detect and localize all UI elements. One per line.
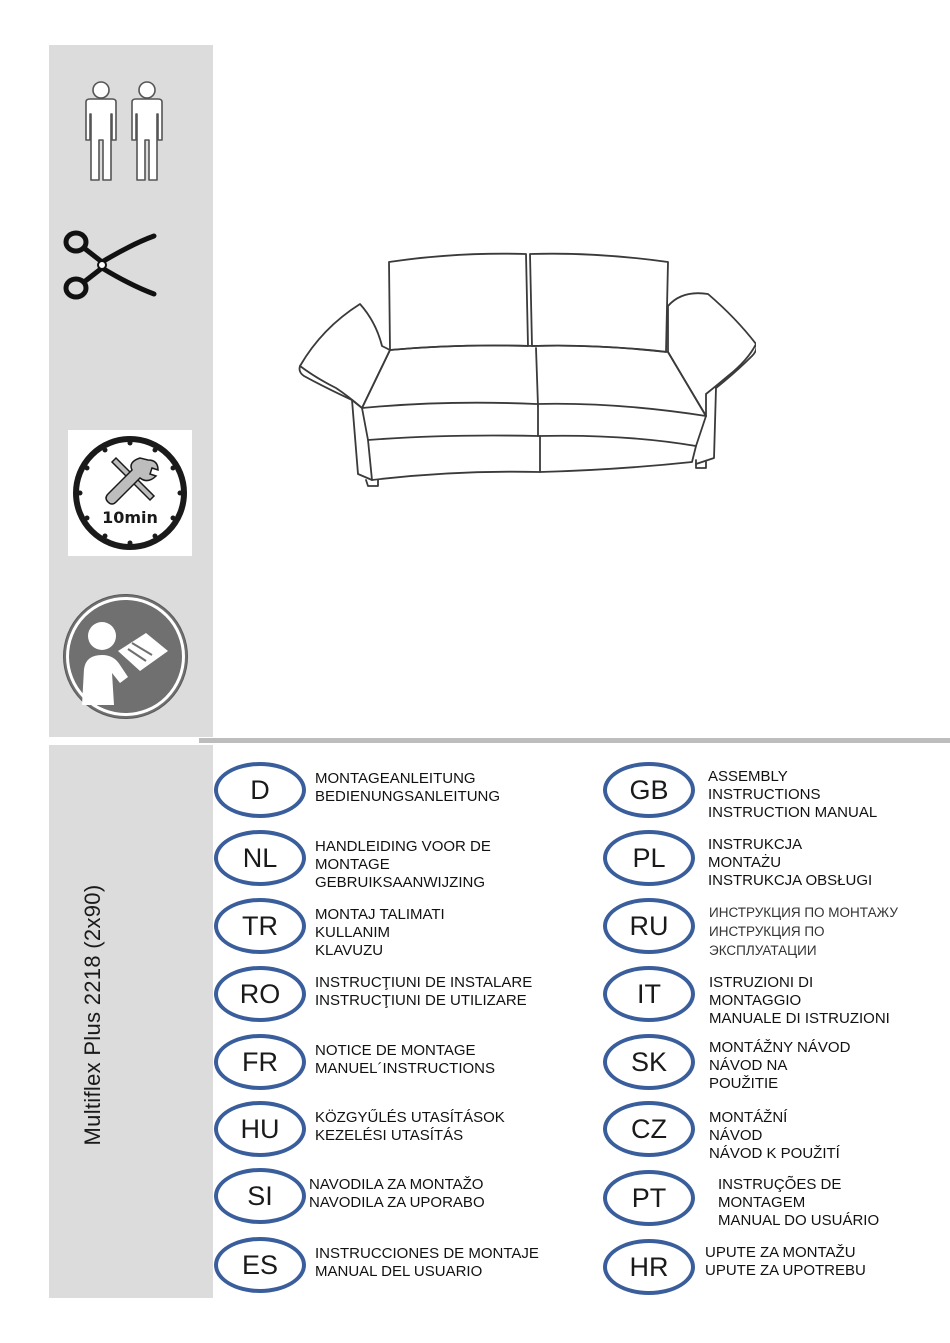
lang-text — [309, 1176, 485, 1212]
lang-line: MANUAL DO USUÁRIO — [718, 1212, 880, 1229]
lang-badge: HR — [603, 1239, 695, 1295]
lang-line: MONTAŻU — [708, 854, 782, 871]
lang-text — [315, 906, 445, 960]
lang-line: KLAVUZU — [315, 942, 384, 959]
lang-line: ASSEMBLY — [708, 768, 788, 785]
read-manual-icon — [62, 593, 189, 720]
lang-line: MONTÁŽNY NÁVOD — [709, 1039, 851, 1056]
lang-line: INSTRUCŢIUNI DE INSTALARE — [315, 974, 533, 991]
lang-badge: RO — [214, 966, 306, 1022]
lang-entry-nl — [214, 830, 554, 890]
lang-line: HANDLEIDING VOOR DE — [315, 838, 491, 855]
lang-line: MONTAGEM — [718, 1194, 806, 1211]
lang-entry-es — [214, 1237, 554, 1297]
scissors-icon — [62, 228, 158, 302]
lang-entry-si — [214, 1168, 554, 1228]
lang-line: INSTRUKCJA — [708, 836, 803, 853]
lang-entry-ru — [603, 898, 943, 958]
lang-line: INSTRUÇÕES DE — [718, 1176, 842, 1193]
lang-line: NÁVOD K POUŽITÍ — [709, 1145, 840, 1162]
lang-line: KULLANIM — [315, 924, 391, 941]
lang-line: INSTRUCCIONES DE MONTAJE — [315, 1245, 539, 1262]
lang-text — [315, 974, 532, 1010]
two-persons-icon — [80, 80, 170, 182]
lang-line: KEZELÉSI UTASÍTÁS — [315, 1127, 464, 1144]
lang-entry-sk — [603, 1034, 943, 1094]
lang-text — [709, 1109, 840, 1163]
lang-entry-pl — [603, 830, 943, 890]
lang-line: POUŽITIE — [709, 1075, 779, 1092]
lang-line: MANUEL´INSTRUCTIONS — [315, 1060, 496, 1077]
lang-text — [315, 770, 500, 806]
lang-text — [718, 1176, 879, 1230]
lang-line: UPUTE ZA MONTAŽU — [705, 1244, 856, 1261]
lang-badge: SK — [603, 1034, 695, 1090]
lang-line: NAVODILA ZA UPORABO — [309, 1194, 485, 1211]
lang-badge: PT — [603, 1170, 695, 1226]
lang-line: ИНСТРУКЦИЯ ПО МОНТАЖУ — [709, 905, 898, 920]
lang-entry-fr — [214, 1034, 554, 1094]
lang-badge: ES — [214, 1237, 306, 1293]
lang-text — [315, 1245, 539, 1281]
lang-text — [708, 836, 872, 890]
section-divider — [199, 738, 950, 743]
lang-badge: RU — [603, 898, 695, 954]
lang-text — [708, 768, 877, 822]
lang-line: INSTRUCTIONS — [708, 786, 821, 803]
lang-badge: SI — [214, 1168, 306, 1224]
lang-line: BEDIENUNGSANLEITUNG — [315, 788, 501, 805]
lang-line: KÖZGYŰLÉS UTASÍTÁSOK — [315, 1109, 505, 1126]
lang-line: ИНСТРУКЦИЯ ПО — [709, 924, 825, 939]
lang-line: UPUTE ZA UPOTREBU — [705, 1262, 866, 1279]
lang-text — [315, 1109, 505, 1145]
lang-text — [705, 1244, 866, 1280]
lang-entry-hu — [214, 1101, 554, 1161]
lang-text — [709, 974, 890, 1028]
lang-badge: PL — [603, 830, 695, 886]
lang-line: NAVODILA ZA MONTAŽO — [309, 1176, 484, 1193]
model-title: Multiflex Plus 2218 (2x90) — [80, 884, 105, 1146]
lang-line: INSTRUCŢIUNI DE UTILIZARE — [315, 992, 527, 1009]
lang-badge: NL — [214, 830, 306, 886]
lang-badge: FR — [214, 1034, 306, 1090]
lang-text — [315, 838, 491, 892]
lang-text — [709, 903, 898, 960]
lang-line: ISTRUZIONI DI — [709, 974, 814, 991]
lang-entry-hr — [603, 1239, 943, 1299]
assembly-time-icon — [68, 430, 192, 556]
lang-badge: TR — [214, 898, 306, 954]
lang-badge: HU — [214, 1101, 306, 1157]
lang-entry-tr — [214, 898, 554, 958]
lang-text — [315, 1042, 495, 1078]
lang-entry-pt — [603, 1170, 943, 1230]
lang-line: MONTAGE — [315, 856, 390, 873]
lang-entry-gb — [603, 762, 943, 822]
sofa-illustration — [296, 248, 756, 490]
lang-line: NÁVOD — [709, 1127, 763, 1144]
lang-line: MONTAGEANLEITUNG — [315, 770, 476, 787]
lang-entry-d — [214, 762, 554, 822]
lang-entry-cz — [603, 1101, 943, 1161]
lang-line: ЭКСПЛУАТАЦИИ — [709, 943, 817, 958]
lang-line: MANUALE DI ISTRUZIONI — [709, 1010, 890, 1027]
sidebar-bottom-panel — [49, 745, 213, 1298]
assembly-time-label: 10min — [102, 508, 158, 527]
lang-line: MONTAJ TALIMATI — [315, 906, 445, 923]
lang-badge: CZ — [603, 1101, 695, 1157]
lang-badge: GB — [603, 762, 695, 818]
lang-line: NÁVOD NA — [709, 1057, 788, 1074]
lang-badge: D — [214, 762, 306, 818]
lang-entry-it — [603, 966, 943, 1026]
lang-line: MANUAL DEL USUARIO — [315, 1263, 483, 1280]
lang-badge: IT — [603, 966, 695, 1022]
lang-text — [709, 1039, 850, 1093]
lang-line: INSTRUCTION MANUAL — [708, 804, 878, 821]
lang-entry-ro — [214, 966, 554, 1026]
lang-line: MONTAGGIO — [709, 992, 802, 1009]
lang-line: MONTÁŽNÍ — [709, 1109, 788, 1126]
lang-line: GEBRUIKSAANWIJZING — [315, 874, 486, 891]
lang-line: NOTICE DE MONTAGE — [315, 1042, 476, 1059]
lang-line: INSTRUKCJA OBSŁUGI — [708, 872, 873, 889]
